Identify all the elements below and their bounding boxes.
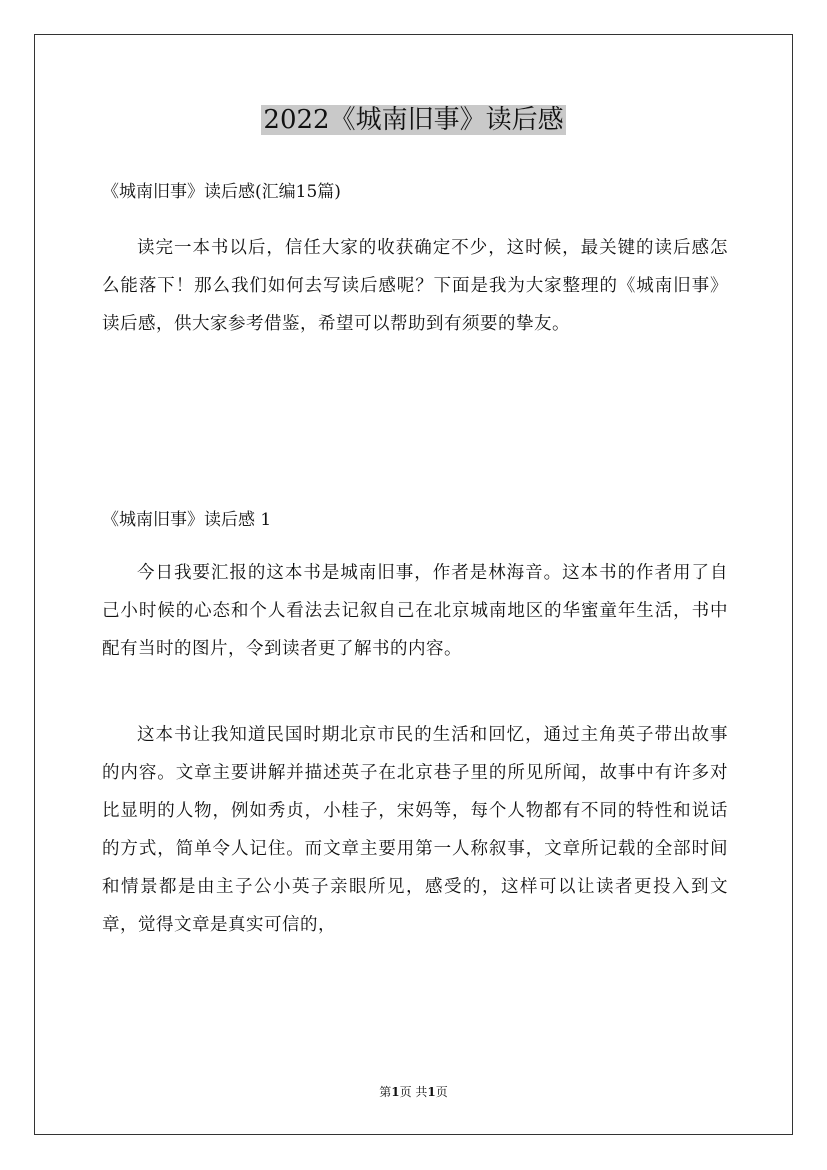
document-title: [0, 100, 827, 140]
section-heading: 《城南旧事》读后感 1: [102, 510, 272, 530]
page-footer: [0, 1084, 827, 1100]
body-paragraph-2: 这本书让我知道民国时期北京市民的生活和回忆，通过主角英子带出故事的内容。文章主要讲解并描述英子在北京巷子里的所见所闻，故事中有许多对比显明的人物，例如秀贞，小桂子，宋妈等，每个人物都有不同的特性和说话的方式，简单令人记住。而文章主要用第一人称叙事，文章所记载的全部时间和情景都是由主子公小英子亲眼所见，感受的，这样可以让读者更投入到文章，觉得文章是真实可信的，: [102, 725, 728, 935]
footer-page-mid: 页 共: [399, 1085, 428, 1099]
document-subtitle: 《城南旧事》读后感(汇编15篇): [102, 182, 341, 202]
intro-paragraph: 读完一本书以后，信任大家的收获确定不少，这时候，最关键的读后感怎么能落下！那么我们如何去写读后感呢？下面是我为大家整理的《城南旧事》读后感，供大家参考借鉴，希望可以帮助到有须要的挚友。: [102, 238, 728, 334]
document-title-text: 2022《城南旧事》读后感: [263, 105, 564, 135]
body-paragraph-1: 今日我要汇报的这本书是城南旧事，作者是林海音。这本书的作者用了自己小时候的心态和个人看法去记叙自己在北京城南地区的华蜜童年生活，书中配有当时的图片，令到读者更了解书的内容。: [102, 563, 728, 659]
footer-page-prefix: 第: [379, 1085, 392, 1099]
footer-page-suffix: 页: [435, 1085, 448, 1099]
footer-page-total: 1: [427, 1085, 436, 1099]
footer-page-current: 1: [391, 1085, 400, 1099]
